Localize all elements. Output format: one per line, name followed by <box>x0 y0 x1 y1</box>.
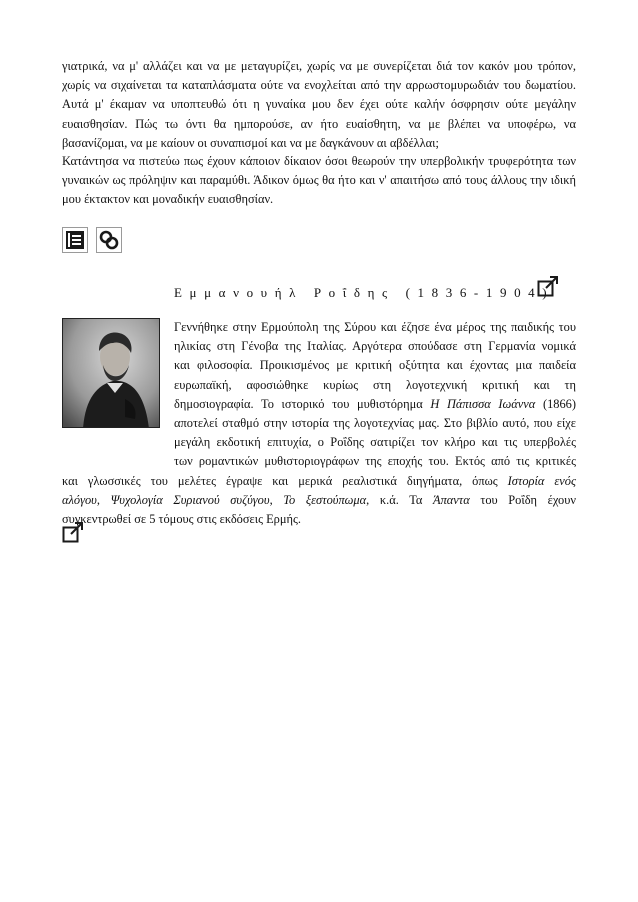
bio-line: των ρομαντικών μυθιστοριογράφων της εποχής του. Εκτός από τις κριτικές <box>174 454 576 469</box>
book-title: Άπαντα <box>433 492 470 507</box>
book-title: Η Πάπισσα Ιωάννα <box>430 396 536 411</box>
bio-line: και φιλοσοφία. Προικισμένος με κριτική οξύτητα και έχοντας μια παιδεία <box>174 358 576 373</box>
external-link-icon[interactable] <box>537 275 559 297</box>
bio-line: ευρωπαϊκή, αφοσιώθηκε κυρίως στη λογοτεχνική κριτική και τη <box>174 377 576 392</box>
bio-line: αποτελεί σταθμό στην ιστορία της λογοτεχνίας μας. Στο βιβλίο αυτό, που είχε <box>174 416 576 431</box>
bio-line: συγκεντρωθεί σε 5 τόμους στις εκδόσεις Ερμής. <box>62 512 301 527</box>
bio-line: ηλικίας στη Γένοβα της Ιταλίας. Αργότερα σπούδασε στη Γερμανία νομικά <box>174 339 576 354</box>
book-title: Ψυχολογία Συριανού συζύγου <box>110 492 270 507</box>
bio-line: μεγάλη εκδοτική επιτυχία, ο Ροΐδης σατιρίζει τον κλήρο και τις υπερβολές <box>174 435 576 450</box>
notebook-icon <box>66 231 84 249</box>
notes-button[interactable] <box>62 227 88 253</box>
author-biography <box>62 318 576 529</box>
links-button[interactable] <box>96 227 122 253</box>
text-paragraph-1: γιατρικά, να μ' αλλάζει και να με μεταγυρίζει, χωρίς να με συνερίζεται διά τον κακόν μου τρόπον, χωρίς να σιχαίνεται τα καταπλάσματα ούτε να ενοχλείται από την αρρωστομυρωδιάν του δωματίου. Αυτά μ' έκαμαν να υποπτευθώ ότι η γυναίκα μου δεν έχει ούτε καλήν όσφρησιν ούτε μεγάλην ευαισθησίαν. Πώς τω όντι θα ημπορούσε, αν ήτο ευαίσθητη, να με βλέπει να υποφέρω, να βασανίζομαι, να με καίουν οι συναπισμοί και να με δαγκάνουν αι αβδέλλαι; <box>62 59 576 150</box>
external-link-icon[interactable] <box>62 521 84 543</box>
chain-link-icon <box>98 229 120 251</box>
text-paragraph-2: Κατάντησα να πιστεύω πως έχουν κάποιον δίκαιον όσοι θεωρούν την υπερβολικήν τρυφερότητα των γυναικών ως πρόληψιν και παραμύθι. Άδικον όμως θα ήτο και ν' απαιτήσω από τους άλλους την ιδική μου έκτακτον και μοναδικήν ευαισθησίαν. <box>62 154 576 207</box>
bio-line: Γεννήθηκε στην Ερμούπολη της Σύρου και έζησε ένα μέρος της παιδικής του <box>174 320 576 334</box>
book-title: αλόγου <box>62 492 97 507</box>
book-title: Το ξεστούπωμα <box>283 492 367 507</box>
bio-line: δημοσιογραφία. Το ιστορικό του μυθιστόρημα Η Πάπισσα Ιωάννα (1866) <box>174 396 576 411</box>
bio-line: αλόγου, Ψυχολογία Συριανού συζύγου, Το ξεστούπωμα, κ.ά. Τα Άπαντα του Ροΐδη έχουν <box>62 492 576 507</box>
book-title: Ιστορία ενός <box>507 473 576 488</box>
author-heading: Εμμανουήλ Ροΐδης (1836-1904) <box>174 285 555 300</box>
bio-line: και γλωσσικές του μελέτες έγραψε και μερικά ρεαλιστικά διηγήματα, όπως Ιστορία ενός <box>62 473 576 488</box>
